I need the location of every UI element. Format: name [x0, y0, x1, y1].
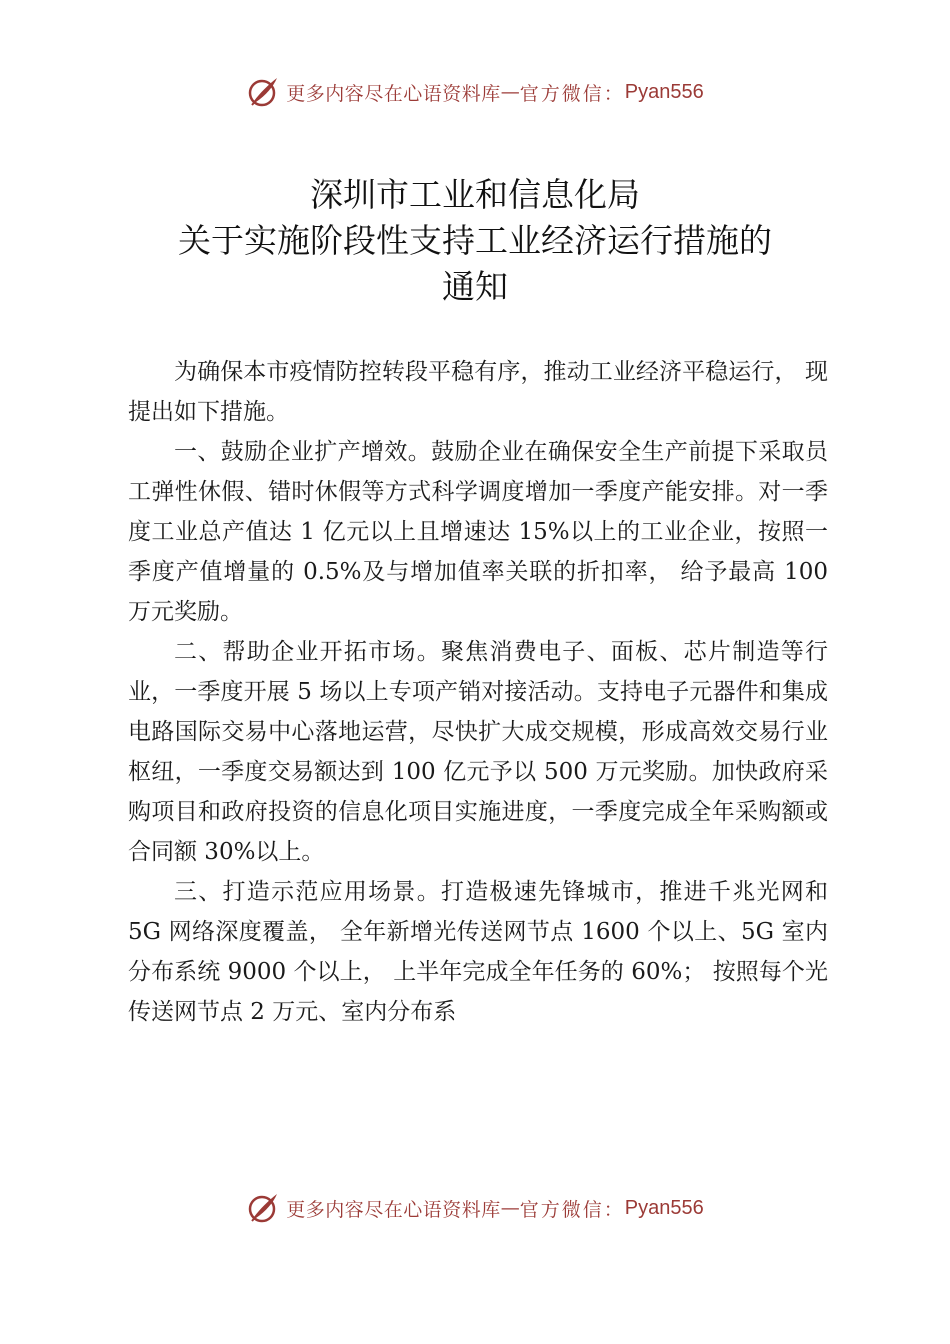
footer-banner: [0, 1188, 950, 1228]
banner-dash: —: [500, 1197, 520, 1219]
paragraph-measure-3: 三、打造示范应用场景。打造极速先锋城市，推进千兆光网和 5G 网络深度覆盖， 全年新增光传送网节点 1600 个以上、5G 室内分布系统 9000 个以上， 上半年完成全年任务的 60%； 按照每个光传送网节点 2 万元、室内分布系: [128, 879, 828, 1025]
banner-wechat-id: Pyan556: [624, 1196, 704, 1219]
paragraph-measure-1: 一、鼓励企业扩产增效。鼓励企业在确保安全生产前提下采取员工弹性休假、错时休假等方式科学调度增加一季度产能安排。对一季度工业总产值达 1 亿元以上且增速达 15%以上的工业企业，按照一季度产值增量的 0.5%及与增加值率关联的折扣率， 给予最高 100 万元奖励。: [128, 439, 828, 625]
document-title-line-2: 关于实施阶段性支持工业经济运行措施的: [178, 221, 772, 260]
document-title-line-1: 深圳市工业和信息化局: [310, 175, 640, 214]
quill-logo-icon: [246, 1191, 280, 1225]
document-title-line-3: 通知: [442, 267, 508, 306]
paragraph-intro: 为确保本市疫情防控转段平稳有序，推动工业经济平稳运行， 现提出如下措施。: [128, 359, 828, 425]
document-body: [128, 352, 828, 1032]
banner-wechat-label: 官方微信：: [519, 1198, 625, 1221]
banner-wechat-label: 官方微信：: [519, 82, 625, 105]
banner-text: 更多内容尽在心语资料库: [286, 82, 501, 105]
banner-dash: —: [500, 81, 520, 103]
paragraph-measure-2: 二、帮助企业开拓市场。聚焦消费电子、面板、芯片制造等行业，一季度开展 5 场以上专项产销对接活动。支持电子元器件和集成电路国际交易中心落地运营，尽快扩大成交规模，形成高效交易行业枢纽，一季度交易额达到 100 亿元予以 500 万元奖励。加快政府采购项目和政府投资的信息化项目实施进度，一季度完成全年采购额或合同额 30%以上。: [128, 639, 828, 865]
banner-wechat-id: Pyan556: [624, 80, 704, 103]
quill-logo-icon: [246, 75, 280, 109]
banner-text: 更多内容尽在心语资料库: [286, 1198, 501, 1221]
header-banner: [0, 72, 950, 112]
